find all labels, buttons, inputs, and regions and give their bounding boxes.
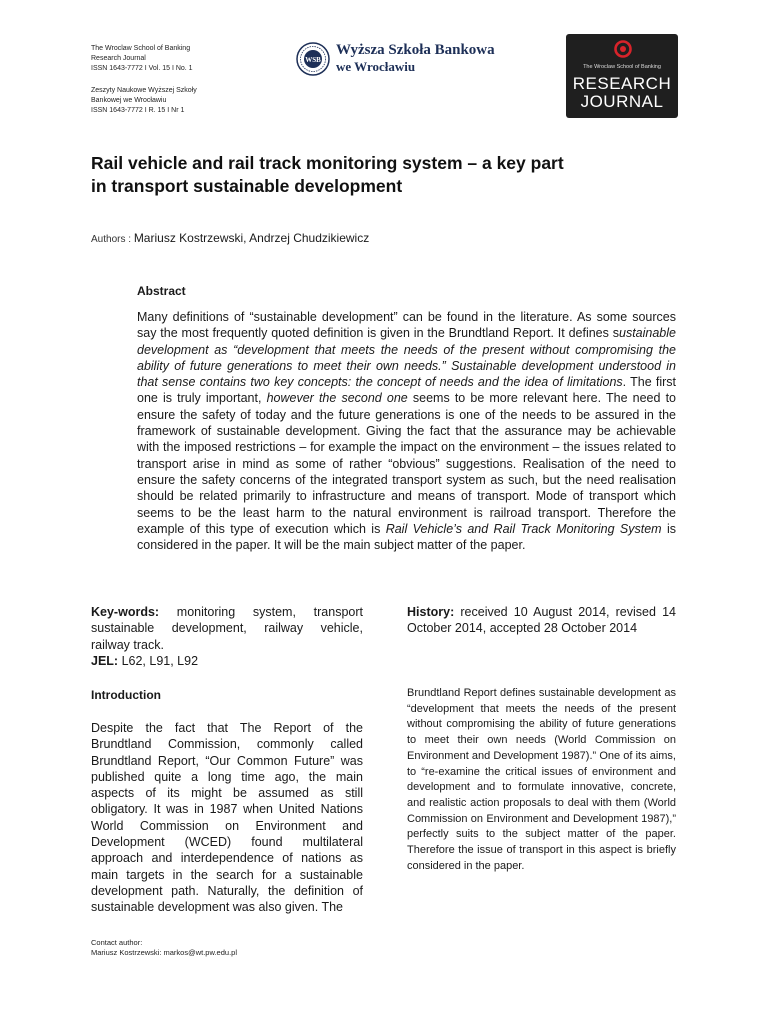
abstract-heading: Abstract — [137, 284, 186, 298]
keywords-label: Key-words: — [91, 605, 160, 619]
abstract-part-italic: ustainable development as “development that meets the needs of the present without compromising the ability of future generations to meet their own needs.” Sustainable development understood in that sense contains two key concepts: the concept of needs and the idea of limitations — [137, 326, 676, 390]
university-seal-icon — [296, 42, 330, 76]
journal-issn-line: ISSN 1643-7772 I R. 15 I Nr 1 — [91, 107, 185, 114]
badge-line-research: RESEARCH — [572, 74, 672, 93]
jel-label: JEL: — [91, 653, 119, 668]
authors-line — [91, 231, 369, 245]
logo-line-1: Wyższa Szkoła Bankowa — [336, 42, 495, 58]
university-logo — [296, 40, 526, 80]
journal-name-line: Research Journal — [91, 55, 146, 62]
right-column-text: Brundtland Report defines sustainable development as “development that meets the needs of the present without compromising the ability of future generations to meet their own needs (World Commission on Environment and Development 1987).” One of its aims, to “re-examine the critical issues of environment and development and to formulate innovative, concrete, and realistic action proposals to deal with them (World Commission on Environment and Development 1987),” perfectly suits to the subject matter of the paper. Therefore the issue of transport in this aspect is briefly considered in the paper. — [407, 687, 676, 872]
journal-info-en — [91, 44, 193, 74]
history-label: History: — [407, 605, 455, 619]
keywords-block — [91, 604, 363, 669]
title-line-2: in transport sustainable development — [91, 176, 403, 196]
journal-issn-line: ISSN 1643-7772 I Vol. 15 I No. 1 — [91, 65, 193, 72]
seal-text: WSB — [305, 56, 321, 64]
contact-email: Mariusz Kostrzewski: markos@wt.pw.edu.pl — [91, 948, 237, 957]
journal-name-line: Bankowej we Wrocławiu — [91, 97, 167, 104]
abstract-part: . The first one is truly important, — [137, 375, 677, 406]
journal-emblem-icon — [614, 40, 632, 58]
abstract-part: Many definitions of “sustainable development” can be found in the literature. As some sources say the most frequently quoted definition is given in the Brundtland Report. It defines s — [137, 310, 676, 341]
badge-line-journal: JOURNAL — [580, 92, 664, 111]
contact-label: Contact author: — [91, 938, 143, 947]
abstract-part: seems to be more relevant here. The need to ensure the safety of today and the future generations is one of the needs to be assured in the framework of sustainable development. Giving the fact that the assurance may be achievable with the imposed restrictions – for example the impact on the environment – the issues related to transport arise in mind as some of rather “obvious” suggestions. Realisation of the need to ensure the safety concerns of the integrated transport system as such, but the need realisation should be related primarily to infrastructure and means of transport. Mode of transport which seems to be the least harm to the natural environment is railroad transport. Therefore the example of this type of execution which is — [137, 391, 676, 536]
journal-info-pl — [91, 86, 197, 116]
title-line-1: Rail vehicle and rail track monitoring system – a key part — [91, 153, 564, 173]
abstract-part-italic: however the second one — [266, 391, 408, 406]
history-block — [407, 604, 676, 637]
badge-school-name: The Wroclaw School of Banking — [583, 64, 661, 70]
abstract-text — [137, 309, 676, 553]
journal-name-line: Zeszyty Naukowe Wyższej Szkoły — [91, 87, 197, 94]
history-text: received 10 August 2014, revised 14 October 2014, accepted 28 October 2014 — [407, 605, 676, 636]
contact-footnote — [91, 938, 237, 958]
introduction-heading: Introduction — [91, 688, 161, 702]
introduction-text: Despite the fact that The Report of the Brundtland Commission, commonly called Brundtland Report, “Our Common Future” was published quite a long time ago, the main aspects of its might be assumed as still obligatory. It was in 1987 when United Nations World Commission on Environment and Development (WCED) found multilateral approach and interdependence of nations as main targets in the search for a sustainable development path. Naturally, the definition of sustainable development was also given. The — [91, 721, 363, 915]
authors-label: Authors : — [91, 234, 134, 245]
logo-line-2: we Wrocławiu — [336, 59, 416, 74]
abstract-part: is considered in the paper. It will be the main subject matter of the paper. — [137, 521, 676, 553]
research-journal-badge — [566, 34, 678, 118]
article-title — [91, 152, 651, 198]
journal-name-line: The Wroclaw School of Banking — [91, 45, 191, 52]
jel-codes: L62, L91, L92 — [118, 653, 199, 668]
abstract-part-italic: Rail Vehicle’s and Rail Track Monitoring System — [385, 521, 662, 536]
keywords-text: monitoring system, transport sustainable development, railway vehicle, railway track. — [91, 605, 363, 652]
authors-names: Mariusz Kostrzewski, Andrzej Chudzikiewicz — [133, 231, 370, 245]
